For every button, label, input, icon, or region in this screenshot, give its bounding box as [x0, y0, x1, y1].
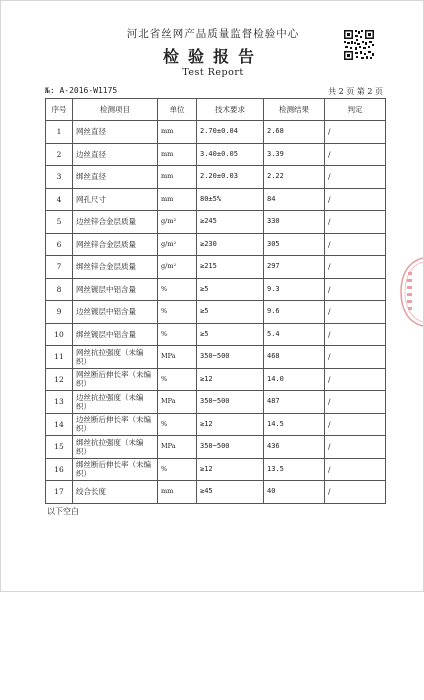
test-item-cell: 网孔尺寸	[73, 188, 158, 211]
result-cell: 13.5	[264, 458, 325, 481]
requirement-cell: ≥230	[197, 233, 264, 256]
row-number-cell: 1	[46, 121, 73, 144]
judgement-cell: /	[325, 166, 386, 189]
row-number-cell: 13	[46, 391, 73, 414]
table-row	[46, 391, 386, 414]
requirement-cell: 80±5%	[197, 188, 264, 211]
table-row	[46, 211, 386, 234]
table-row	[46, 436, 386, 459]
requirement-cell: ≥12	[197, 458, 264, 481]
test-item-cell: 网丝锌合金层质量	[73, 233, 158, 256]
requirement-cell: ≥12	[197, 368, 264, 391]
header-cell: 检测项目	[73, 99, 158, 121]
table-row	[46, 481, 386, 504]
row-number-cell: 11	[46, 346, 73, 369]
test-item-cell: 绞合长度	[73, 481, 158, 504]
result-cell: 2.22	[264, 166, 325, 189]
judgement-cell: /	[325, 458, 386, 481]
row-number-cell: 6	[46, 233, 73, 256]
table-row	[46, 301, 386, 324]
requirement-cell: 350~500	[197, 346, 264, 369]
judgement-cell: /	[325, 323, 386, 346]
test-item-cell: 边丝抗拉强度（未编织）	[73, 391, 158, 414]
requirement-cell: ≥45	[197, 481, 264, 504]
result-cell: 14.5	[264, 413, 325, 436]
judgement-cell: /	[325, 301, 386, 324]
test-item-cell: 绑丝锌合金层质量	[73, 256, 158, 279]
requirement-cell: 2.70±0.04	[197, 121, 264, 144]
requirement-cell: 3.40±0.05	[197, 143, 264, 166]
table-row	[46, 323, 386, 346]
test-item-cell: 网丝抗拉强度（未编织）	[73, 346, 158, 369]
row-number-cell: 14	[46, 413, 73, 436]
table-header-row	[46, 99, 386, 121]
unit-cell: g/m²	[158, 233, 197, 256]
test-item-cell: 绑丝镀层中铝含量	[73, 323, 158, 346]
row-number-cell: 15	[46, 436, 73, 459]
unit-cell: mm	[158, 188, 197, 211]
table-row	[46, 188, 386, 211]
test-item-cell: 边丝镀层中铝含量	[73, 301, 158, 324]
page-bottom-margin	[0, 592, 424, 700]
test-item-cell: 边丝断后伸长率（未编织）	[73, 413, 158, 436]
judgement-cell: /	[325, 481, 386, 504]
requirement-cell: ≥5	[197, 278, 264, 301]
result-cell: 468	[264, 346, 325, 369]
judgement-cell: /	[325, 436, 386, 459]
test-item-cell: 边丝直径	[73, 143, 158, 166]
requirement-cell: ≥215	[197, 256, 264, 279]
unit-cell: MPa	[158, 436, 197, 459]
row-number-cell: 4	[46, 188, 73, 211]
qr-code-icon	[343, 29, 375, 61]
result-cell: 487	[264, 391, 325, 414]
header-cell: 判定	[325, 99, 386, 121]
table-row	[46, 413, 386, 436]
unit-cell: %	[158, 301, 197, 324]
result-cell: 297	[264, 256, 325, 279]
header-cell: 技术要求	[197, 99, 264, 121]
row-number-cell: 8	[46, 278, 73, 301]
table-row	[46, 256, 386, 279]
row-number-cell: 9	[46, 301, 73, 324]
official-seal-stamp	[397, 256, 423, 328]
requirement-cell: 2.20±0.03	[197, 166, 264, 189]
organization-name: 河北省丝网产品质量监督检验中心	[126, 28, 300, 40]
test-results-table	[45, 98, 386, 504]
unit-cell: mm	[158, 166, 197, 189]
row-number-cell: 10	[46, 323, 73, 346]
result-cell: 436	[264, 436, 325, 459]
result-cell: 2.68	[264, 121, 325, 144]
test-item-cell: 绑丝断后伸长率（未编织）	[73, 458, 158, 481]
result-cell: 14.0	[264, 368, 325, 391]
judgement-cell: /	[325, 368, 386, 391]
test-item-cell: 边丝锌合金层质量	[73, 211, 158, 234]
table-row	[46, 143, 386, 166]
judgement-cell: /	[325, 211, 386, 234]
judgement-cell: /	[325, 346, 386, 369]
result-cell: 9.3	[264, 278, 325, 301]
unit-cell: g/m²	[158, 211, 197, 234]
header-cell: 序号	[46, 99, 73, 121]
test-item-cell: 绑丝抗拉强度（未编织）	[73, 436, 158, 459]
unit-cell: %	[158, 368, 197, 391]
result-cell: 305	[264, 233, 325, 256]
row-number-cell: 5	[46, 211, 73, 234]
unit-cell: g/m²	[158, 256, 197, 279]
test-item-cell: 网丝直径	[73, 121, 158, 144]
row-number-cell: 17	[46, 481, 73, 504]
table-row	[46, 278, 386, 301]
table-row	[46, 346, 386, 369]
table-row	[46, 368, 386, 391]
row-number-cell: 7	[46, 256, 73, 279]
blank-below-note: 以下空白	[47, 507, 79, 516]
requirement-cell: ≥245	[197, 211, 264, 234]
result-cell: 9.6	[264, 301, 325, 324]
row-number-cell: 3	[46, 166, 73, 189]
judgement-cell: /	[325, 413, 386, 436]
table-row	[46, 121, 386, 144]
document-title: 检验报告	[162, 47, 263, 66]
row-number-cell: 12	[46, 368, 73, 391]
header-cell: 检测结果	[264, 99, 325, 121]
unit-cell: %	[158, 323, 197, 346]
test-item-cell: 网丝镀层中铝含量	[73, 278, 158, 301]
unit-cell: MPa	[158, 391, 197, 414]
row-number-cell: 2	[46, 143, 73, 166]
requirement-cell: ≥5	[197, 301, 264, 324]
judgement-cell: /	[325, 233, 386, 256]
result-cell: 40	[264, 481, 325, 504]
result-cell: 5.4	[264, 323, 325, 346]
unit-cell: %	[158, 458, 197, 481]
unit-cell: %	[158, 413, 197, 436]
judgement-cell: /	[325, 256, 386, 279]
report-number: №: A-2016-W1175	[45, 86, 118, 95]
judgement-cell: /	[325, 391, 386, 414]
judgement-cell: /	[325, 278, 386, 301]
test-item-cell: 网丝断后伸长率（未编织）	[73, 368, 158, 391]
result-cell: 3.39	[264, 143, 325, 166]
requirement-cell: 350~500	[197, 391, 264, 414]
page-indicator: 共 2 页 第 2 页	[328, 87, 383, 96]
document-subtitle: Test Report	[182, 67, 244, 78]
unit-cell: mm	[158, 481, 197, 504]
requirement-cell: ≥5	[197, 323, 264, 346]
unit-cell: MPa	[158, 346, 197, 369]
unit-cell: mm	[158, 143, 197, 166]
judgement-cell: /	[325, 188, 386, 211]
table-row	[46, 233, 386, 256]
result-cell: 84	[264, 188, 325, 211]
test-item-cell: 绑丝直径	[73, 166, 158, 189]
judgement-cell: /	[325, 121, 386, 144]
judgement-cell: /	[325, 143, 386, 166]
unit-cell: %	[158, 278, 197, 301]
result-cell: 330	[264, 211, 325, 234]
row-number-cell: 16	[46, 458, 73, 481]
requirement-cell: ≥12	[197, 413, 264, 436]
table-row	[46, 458, 386, 481]
unit-cell: mm	[158, 121, 197, 144]
table-row	[46, 166, 386, 189]
requirement-cell: 350~500	[197, 436, 264, 459]
header-cell: 单位	[158, 99, 197, 121]
